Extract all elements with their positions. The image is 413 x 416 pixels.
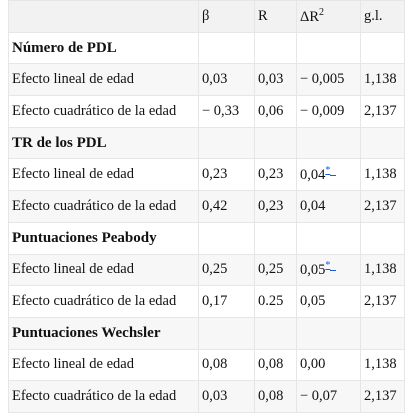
cell-beta: 0,25 bbox=[199, 254, 255, 286]
header-empty bbox=[9, 1, 199, 33]
cell-delta-r2: 0,05 bbox=[297, 286, 361, 318]
footnote-dash bbox=[330, 270, 336, 271]
row-label: Efecto cuadrático de la edad bbox=[9, 286, 199, 318]
cell-gl: 2,137 bbox=[361, 191, 405, 223]
cell-beta: 0,17 bbox=[199, 286, 255, 318]
header-delta-r2-text: ΔR bbox=[300, 8, 319, 25]
header-delta-r2 bbox=[297, 1, 361, 33]
footnote-link[interactable]: * bbox=[325, 260, 331, 272]
table-row bbox=[9, 254, 405, 286]
cell-r: 0,03 bbox=[255, 64, 297, 96]
row-label: Efecto lineal de edad bbox=[9, 64, 199, 96]
header-r: R bbox=[255, 1, 297, 33]
cell-r: 0,06 bbox=[255, 96, 297, 128]
cell-gl: 1,138 bbox=[361, 159, 405, 191]
cell-gl: 1,138 bbox=[361, 64, 405, 96]
table-row bbox=[9, 381, 405, 413]
section-title: Número de PDL bbox=[9, 32, 199, 64]
section-title: Puntuaciones Wechsler bbox=[9, 317, 199, 349]
cell-beta: 0,23 bbox=[199, 159, 255, 191]
table-row bbox=[9, 64, 405, 96]
section-title: TR de los PDL bbox=[9, 127, 199, 159]
section-row bbox=[9, 222, 405, 254]
cell-delta-r2: 0,00 bbox=[297, 349, 361, 381]
cell-gl: 2,137 bbox=[361, 286, 405, 318]
header-gl: g.l. bbox=[361, 1, 405, 33]
cell-delta-r2: − 0,005 bbox=[297, 64, 361, 96]
row-label: Efecto lineal de edad bbox=[9, 159, 199, 191]
cell-r: 0,23 bbox=[255, 191, 297, 223]
cell-r: 0,23 bbox=[255, 159, 297, 191]
footnote-link[interactable]: * bbox=[325, 165, 331, 177]
cell-r: 0,08 bbox=[255, 349, 297, 381]
cell-gl: 2,137 bbox=[361, 96, 405, 128]
cell-delta-r2 bbox=[297, 254, 361, 286]
row-label: Efecto lineal de edad bbox=[9, 254, 199, 286]
cell-gl: 1,138 bbox=[361, 254, 405, 286]
table-row bbox=[9, 96, 405, 128]
cell-delta-r2: − 0,009 bbox=[297, 96, 361, 128]
section-row bbox=[9, 317, 405, 349]
table-row bbox=[9, 349, 405, 381]
row-label: Efecto cuadrático de la edad bbox=[9, 96, 199, 128]
table-row bbox=[9, 159, 405, 191]
row-label: Efecto cuadrático de la edad bbox=[9, 381, 199, 413]
cell-gl: 1,138 bbox=[361, 349, 405, 381]
cell-delta-r2: 0,04 bbox=[297, 191, 361, 223]
row-label: Efecto cuadrático de la edad bbox=[9, 191, 199, 223]
cell-delta-r2: − 0,07 bbox=[297, 381, 361, 413]
delta-r2-value: 0,04 bbox=[300, 167, 326, 184]
regression-table bbox=[8, 0, 405, 413]
cell-beta: 0,03 bbox=[199, 381, 255, 413]
cell-beta: 0,03 bbox=[199, 64, 255, 96]
cell-r: 0,25 bbox=[255, 254, 297, 286]
delta-r2-value: 0,05 bbox=[300, 262, 326, 279]
table-row bbox=[9, 286, 405, 318]
header-row bbox=[9, 1, 405, 33]
header-beta: β bbox=[199, 1, 255, 33]
section-title: Puntuaciones Peabody bbox=[9, 222, 199, 254]
cell-beta: 0,08 bbox=[199, 349, 255, 381]
section-row bbox=[9, 127, 405, 159]
cell-r: 0.25 bbox=[255, 286, 297, 318]
table-row bbox=[9, 191, 405, 223]
row-label: Efecto lineal de edad bbox=[9, 349, 199, 381]
section-row bbox=[9, 32, 405, 64]
cell-gl: 2,137 bbox=[361, 381, 405, 413]
cell-beta: 0,42 bbox=[199, 191, 255, 223]
cell-r: 0,08 bbox=[255, 381, 297, 413]
cell-beta: − 0,33 bbox=[199, 96, 255, 128]
header-delta-r2-exponent: 2 bbox=[319, 6, 324, 18]
footnote-dash bbox=[330, 175, 336, 176]
cell-delta-r2 bbox=[297, 159, 361, 191]
